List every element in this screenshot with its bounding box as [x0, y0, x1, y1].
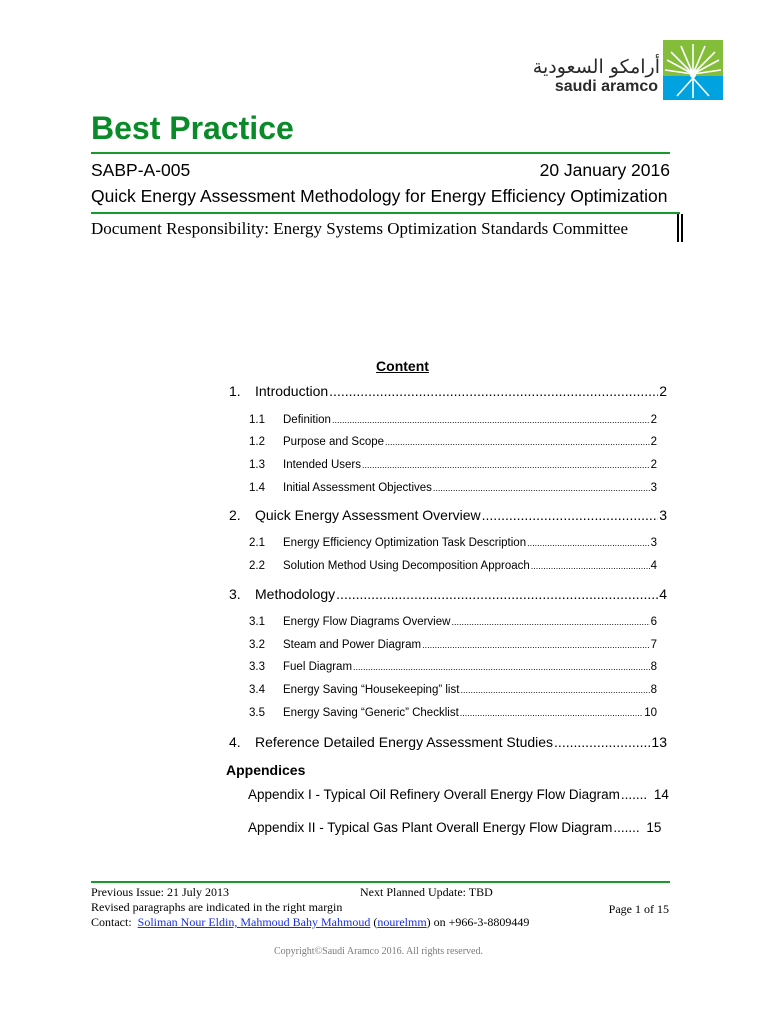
toc-leader: [332, 413, 650, 427]
contact-line: [91, 915, 529, 929]
toc-number: 3.5: [249, 707, 265, 719]
toc-leader: [336, 585, 658, 603]
toc-page: 2: [650, 414, 657, 426]
toc-leader: [353, 660, 650, 674]
toc-number: 2.2: [249, 560, 265, 572]
logo-latin-text: saudi aramco: [554, 78, 658, 95]
toc-label: Intended Users: [283, 459, 361, 471]
toc-page: 15: [646, 820, 662, 835]
saudi-aramco-logo-icon: [663, 40, 723, 100]
toc-leader: [385, 435, 650, 449]
subtitle-divider: [91, 212, 680, 214]
toc-section-2[interactable]: [229, 506, 667, 524]
document-subtitle: Quick Energy Assessment Methodology for Energy Efficiency Optimization: [91, 186, 668, 206]
revision-bar-inner: [681, 214, 683, 242]
toc-label: Purpose and Scope: [283, 436, 385, 448]
toc-item-3-2[interactable]: [249, 638, 657, 652]
toc-leader: [362, 458, 650, 472]
toc-item-1-2[interactable]: [249, 435, 657, 449]
toc-number: 3.2: [249, 639, 265, 651]
toc-label: Solution Method Using Decomposition Approach: [283, 560, 530, 572]
toc-page: 3: [650, 482, 657, 494]
toc-leader: [329, 382, 658, 400]
toc-section-4[interactable]: [229, 733, 667, 751]
toc-number: 3.: [229, 586, 241, 602]
toc-number: 1.: [229, 383, 241, 399]
contact-id-open: (: [370, 915, 378, 929]
toc-page: 14: [653, 787, 669, 802]
document-number: SABP-A-005: [91, 160, 191, 180]
page-title: Best Practice: [91, 110, 294, 146]
revised-note: Revised paragraphs are indicated in the right margin: [91, 900, 343, 914]
toc-label: Energy Efficiency Optimization Task Description: [283, 537, 527, 549]
toc-page: 2: [650, 459, 657, 471]
toc-item-3-1[interactable]: [249, 615, 657, 629]
previous-issue: Previous Issue: 21 July 2013: [91, 885, 229, 899]
toc-page: 3: [650, 537, 657, 549]
toc-number: 2.: [229, 507, 241, 523]
toc-leader: [422, 638, 650, 652]
document-responsibility: Document Responsibility: Energy Systems Optimization Standards Committee: [91, 219, 629, 238]
toc-label: Quick Energy Assessment Overview: [255, 507, 481, 523]
toc-page: 4: [650, 560, 657, 572]
logo-arabic-text: أرامكو السعودية: [532, 56, 660, 78]
toc-page: 6: [650, 616, 657, 628]
toc-label: Definition: [283, 414, 331, 426]
toc-appendix-1[interactable]: [248, 786, 668, 804]
toc-number: 1.4: [249, 482, 265, 494]
revision-bar: [677, 214, 679, 242]
toc-leader: [433, 481, 650, 495]
toc-number: 3.1: [249, 616, 265, 628]
toc-leader: [451, 615, 649, 629]
toc-label: Energy Flow Diagrams Overview: [283, 616, 451, 628]
toc-label: Initial Assessment Objectives: [283, 482, 432, 494]
toc-heading: Content: [376, 358, 429, 374]
document-date: 20 January 2016: [539, 160, 670, 180]
appendices-heading: Appendices: [226, 762, 306, 778]
toc-label: Reference Detailed Energy Assessment Studies: [255, 734, 554, 750]
toc-item-2-2[interactable]: [249, 559, 657, 573]
toc-page: 8: [650, 661, 657, 673]
toc-number: 1.1: [249, 414, 265, 426]
toc-leader: [554, 733, 650, 751]
toc-leader: [460, 706, 643, 720]
toc-page: 8: [650, 684, 657, 696]
toc-number: 3.4: [249, 684, 265, 696]
toc-label: Appendix II - Typical Gas Plant Overall Energy Flow Diagram: [248, 820, 613, 835]
toc-label: Introduction: [255, 383, 329, 399]
toc-leader: [613, 819, 639, 837]
contact-names-link[interactable]: Soliman Nour Eldin, Mahmoud Bahy Mahmoud: [137, 915, 371, 929]
toc-leader: [482, 506, 659, 524]
toc-page: 4: [659, 586, 667, 602]
toc-leader: [527, 536, 649, 550]
toc-item-1-1[interactable]: [249, 413, 657, 427]
contact-phone: ) on +966-3-8809449: [426, 915, 530, 929]
toc-label: Fuel Diagram: [283, 661, 353, 673]
copyright-notice: Copyright©Saudi Aramco 2016. All rights reserved.: [274, 946, 483, 957]
toc-page: 3: [659, 507, 667, 523]
next-planned-update: Next Planned Update: TBD: [360, 885, 493, 899]
toc-section-1[interactable]: [229, 382, 667, 400]
toc-page: 13: [651, 734, 667, 750]
footer-divider: [91, 881, 670, 883]
toc-number: 1.3: [249, 459, 265, 471]
toc-leader: [531, 559, 650, 573]
toc-page: 2: [650, 436, 657, 448]
toc-item-3-5[interactable]: [249, 706, 657, 720]
toc-item-1-3[interactable]: [249, 458, 657, 472]
toc-label: Energy Saving “Housekeeping” list: [283, 684, 460, 696]
toc-appendix-2[interactable]: [248, 819, 668, 837]
toc-label: Appendix I - Typical Oil Refinery Overall Energy Flow Diagram: [248, 787, 620, 802]
toc-leader: [460, 683, 649, 697]
contact-id-link[interactable]: nourelmm: [377, 915, 427, 929]
page-number: Page 1 of 15: [608, 902, 669, 916]
contact-prefix: Contact:: [91, 915, 138, 929]
toc-section-3[interactable]: [229, 585, 667, 603]
title-divider: [91, 152, 670, 154]
toc-item-1-4[interactable]: [249, 481, 657, 495]
toc-label: Steam and Power Diagram: [283, 639, 422, 651]
toc-label: Methodology: [255, 586, 336, 602]
toc-number: 1.2: [249, 436, 265, 448]
toc-label: Energy Saving “Generic” Checklist: [283, 707, 459, 719]
toc-item-3-3[interactable]: [249, 660, 657, 674]
toc-number: 2.1: [249, 537, 265, 549]
toc-number: 3.3: [249, 661, 265, 673]
toc-number: 4.: [229, 734, 241, 750]
toc-page: 2: [659, 383, 667, 399]
toc-page: 10: [644, 707, 657, 719]
toc-page: 7: [650, 639, 657, 651]
toc-leader: [621, 786, 647, 804]
toc-item-3-4[interactable]: [249, 683, 657, 697]
toc-item-2-1[interactable]: [249, 536, 657, 550]
